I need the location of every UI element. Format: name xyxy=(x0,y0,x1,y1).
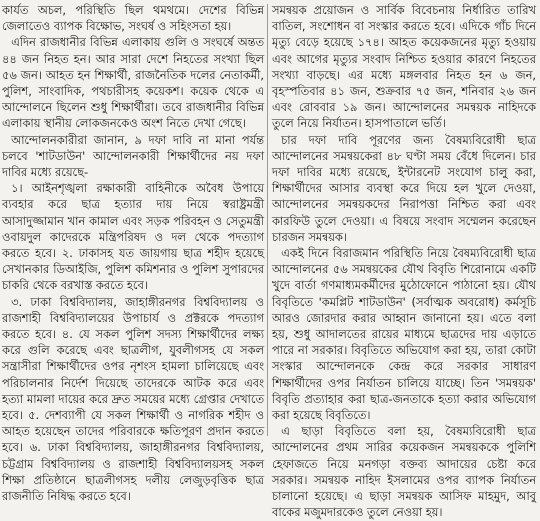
paragraph: একই দিনে বিরাজমান পরিস্থিতি নিয়ে বৈষম্যবিরোধী ছাত্র আন্দোলনের ৫৬ সমন্বয়কের যৌথ বিবৃতি শিরোনামে একটি খুদে বার্তা গণমাধ্যমকর্মীদের মুঠোফোনে পাঠানো হয়। যৌথ বিবৃতিতে 'কমপ্লিট শাটডাউন' (সর্বাত্মক অবরোধ) কর্মসূচি আরও জোরদার করার আহ্বান জানানো হয়। এতে বলা হয়, শুধু আদালতের রায়ের মাধ্যমে ছাত্রদের দায় এড়াতে পারে না সরকার। বিবৃতিতে অভিযোগ করা হয়, তারা কোটা সংস্কার আন্দোলনকে কেন্দ্র করে সরকার সাধারণ শিক্ষার্থীদের ওপর নির্যাতন চালিয়ে যাচ্ছে। তিন 'সমন্বয়ক' বিবৃতি প্রত্যাহার করা ছাত্র-জনতাকে হত্যা করার অভিযোগ করা হয়েছে বিবৃতিতে। xyxy=(272,246,536,423)
paragraph: আন্দোলনকারীরা জানান, ৯ দফা দাবি না মানা পর্যন্ত চলবে 'শাটডাউন' আন্দোলনকারী শিক্ষার্থীদের নয় দফা দাবির মধ্যে রয়েছে- xyxy=(2,132,264,180)
paragraph: চার দফা দাবি পূরণের জন্য বৈষম্যবিরোধী ছাত্র আন্দোলনের সমন্বয়কেরা ৪৮ ঘণ্টা সময় বেঁধে দিলেন। চার দফা দাবির মধ্যে রয়েছে, ইন্টারনেট সংযোগ চালু করা, শিক্ষার্থীদের আসার ব্যবস্থা করে দিয়ে হল খুলে দেওয়া, আন্দোলনের সমন্বয়কদের নিরাপত্তা নিশ্চিত করা এবং কারফিউ তুলে দেওয়া। এ বিষয়ে সংবাদ সম্মেলন করেছেন চারজন সমন্বয়ক। xyxy=(272,132,536,244)
column-divider xyxy=(267,4,268,436)
left-column xyxy=(2,2,264,504)
paragraph: এদিন রাজধানীর বিভিন্ন এলাকায় গুলি ও সংঘর্ষে অন্তত ৪৪ জন নিহত হন। আর সারা দেশে নিহতের সংখ্যা ছিল ৫৬ জন। আহত হন শিক্ষার্থী, রাজনৈতিক দলের নেতাকর্মী, পুলিশ, সাংবাদিক, পথচারীসহ কয়েকশ। কয়েক থেকে এ আন্দোলনে ছিলেন শুধু শিক্ষার্থীরা। তবে রাজধানীর বিভিন্ন এলাকায় স্থানীয় লোকজনকেও অংশ নিতে দেখা গেছে। xyxy=(2,35,264,131)
paragraph: ৩. ঢাকা বিশ্ববিদ্যালয়, জাহাঙ্গীরনগর বিশ্ববিদ্যালয় ও রাজশাহী বিশ্ববিদ্যালয়ের উপাচার্য ও প্রক্টরকে পদত্যাগ করতে হবে। ৪. যে সকল পুলিশ সদস্য শিক্ষার্থীদের লক্ষ্য করে গুলি করেছে এবং ছাত্রলীগ, যুবলীগসহ যে সকল সন্ত্রাসীরা শিক্ষার্থীদের ওপর নৃশংস হামলা চালিয়েছে এবং পরিচালনার নির্দেশ দিয়েছে তাদেরকে আটক করে এবং হত্যা মামলা দায়ের করে দ্রুত সময়ের মধ্যে গ্রেপ্তার দেখাতে হবে। ৫. দেশব্যাপী যে সকল শিক্ষার্থী ও নাগরিক শহীদ ও আহত হয়েছেন তাদের পরিবারকে ক্ষতিপূরণ প্রদান করতে হবে। ৬. ঢাকা বিশ্ববিদ্যালয়, জাহাঙ্গীরনগর বিশ্ববিদ্যালয়, চট্টগ্রাম বিশ্ববিদ্যালয় ও রাজশাহী বিশ্ববিদ্যালয়সহ সকল শিক্ষা প্রতিষ্ঠানে ছাত্রলীগসহ দলীয় লেজুড়বৃত্তিক ছাত্র রাজনীতি নিষিদ্ধ করতে হবে। xyxy=(2,294,264,504)
paragraph: এ ছাড়া বিবৃতিতে বলা হয়, বৈষম্যবিরোধী ছাত্র আন্দোলনের প্রথম সারির কয়েকজন সমন্বয়ককে পুলিশি হেফাজতে নিয়ে মনগড়া বক্তব্য আদায়ের চেষ্টা করে সরকার। সমন্বয়ক নাহিদ ইসলামের ওপর ব্যাপক নির্যাতন চালানো হয়েছে। এ ছাড়া সমন্বয়ক আসিফ মাহমুদ, আবু বাকের মজুমদারকেও তুলে নেওয়া হয়। xyxy=(272,424,536,520)
paragraph: ১। আইনশৃঙ্খলা রক্ষাকারী বাহিনীকে অবৈধ উপায়ে ব্যবহার করে ছাত্র হত্যার দায় নিয়ে স্বরাষ্ট্রমন্ত্রী আসাদুজ্জামান খান কামাল এবং সড়ক পরিবহন ও সেতুমন্ত্রী ওবায়দুল কাদেরকে মন্ত্রিপরিষদ ও দল থেকে পদত্যাগ করতে হবে। ২. ঢাকাসহ যত জায়গায় ছাত্র শহীদ হয়েছে সেখানকার ডিআইজি, পুলিশ কমিশনার ও পুলিশ সুপারদের চাকরি থেকে বরখাস্ত করতে হবে। xyxy=(2,181,264,293)
paragraph: সমন্বয়ক প্রয়োজন ও সার্বিক বিবেচনায় নির্ধারিত তারিখ বাতিল, সংশোধন বা সংস্কার করতে হবে। এদিকে গাঁচ দিনে মৃত্যু বেড়ে হয়েছে ১৭৪। আহত কয়েকজনের মৃত্যু হওয়ায় এবং আগের মৃত্যুর সংবাদ নিশ্চিত হওয়ার কারণে নিহতের সংখ্যা বাড়ছে। এর মধ্যে মঙ্গলবার নিহত হন ৬ জন, বৃহস্পতিবার ৪১ জন, শুক্রবার ৭৫ জন, শনিবার ২৬ জন এবং রোববার ১৯ জন। আন্দোলনের সমন্বয়ক নাহিদকে তুলে নিয়ে নির্যাতন। হাসপাতালে ভর্তি। xyxy=(272,3,536,131)
right-column xyxy=(272,2,536,520)
paragraph: কার্যত অচল, পরিস্থিতি ছিল থমথমে। দেশের বিভিন্ন জেলাতেও ব্যাপক বিক্ষোভ, সংঘর্ষ ও সহিংসতা হয়। xyxy=(2,3,264,34)
